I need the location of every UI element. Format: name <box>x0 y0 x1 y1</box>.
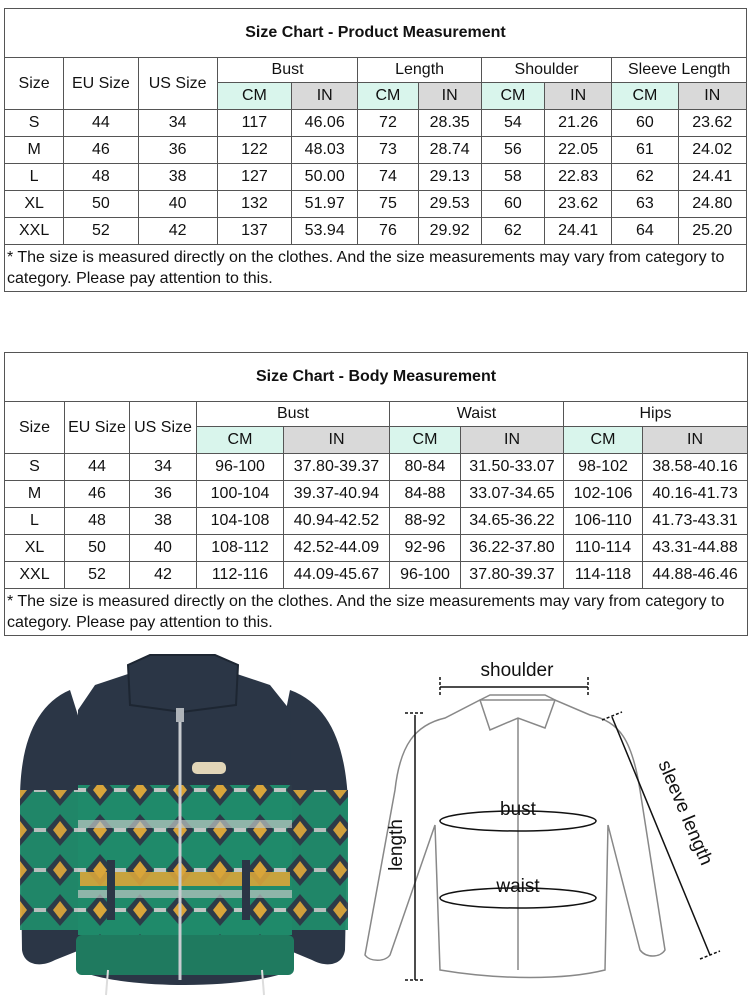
measurement-cell: 50 <box>65 535 130 562</box>
table-row <box>5 562 748 589</box>
measurement-diagram <box>340 650 750 1000</box>
table-row <box>5 535 748 562</box>
measurement-cell: 46.06 <box>292 110 358 137</box>
measurement-cell: 60 <box>481 191 544 218</box>
header-size: Size <box>5 402 65 454</box>
measurement-cell: 122 <box>217 137 291 164</box>
measurement-cell: 52 <box>65 562 130 589</box>
measurement-cell: 110-114 <box>564 535 643 562</box>
size-cell: S <box>5 110 64 137</box>
measurement-cell: 48 <box>65 508 130 535</box>
header-cm: CM <box>481 83 544 110</box>
measurement-cell: 33.07-34.65 <box>461 481 564 508</box>
measurement-cell: 42 <box>138 218 217 245</box>
measurement-cell: 41.73-43.31 <box>643 508 748 535</box>
measurement-cell: 60 <box>612 110 678 137</box>
measurement-cell: 44 <box>65 454 130 481</box>
product-table <box>4 8 747 292</box>
measurement-cell: 44.88-46.46 <box>643 562 748 589</box>
label-sleeve-length: sleeve length <box>653 757 717 869</box>
measurement-cell: 58 <box>481 164 544 191</box>
measurement-cell: 28.74 <box>418 137 481 164</box>
measurement-cell: 29.53 <box>418 191 481 218</box>
header-size: Size <box>5 58 64 110</box>
measurement-cell: 50.00 <box>292 164 358 191</box>
measurement-cell: 50 <box>64 191 138 218</box>
header-in: IN <box>643 427 748 454</box>
table-row <box>5 191 747 218</box>
measurement-cell: 46 <box>64 137 138 164</box>
measurement-cell: 38.58-40.16 <box>643 454 748 481</box>
measurement-cell: 40 <box>138 191 217 218</box>
measurement-cell: 24.41 <box>678 164 746 191</box>
measurement-cell: 48.03 <box>292 137 358 164</box>
table-row <box>5 218 747 245</box>
header-length: Length <box>358 58 481 83</box>
measurement-cell: 38 <box>138 164 217 191</box>
table-row <box>5 164 747 191</box>
measurement-cell: 117 <box>217 110 291 137</box>
measurement-cell: 92-96 <box>390 535 461 562</box>
measurement-cell: 25.20 <box>678 218 746 245</box>
measurement-cell: 54 <box>481 110 544 137</box>
body-table-note: * The size is measured directly on the clothes. And the size measurements may vary from category to category. Please pay attention to this. <box>5 589 748 636</box>
measurement-cell: 63 <box>612 191 678 218</box>
measurement-cell: 61 <box>612 137 678 164</box>
measurement-cell: 76 <box>358 218 418 245</box>
measurement-cell: 64 <box>612 218 678 245</box>
measurement-cell: 52 <box>64 218 138 245</box>
size-cell: M <box>5 137 64 164</box>
size-cell: XL <box>5 191 64 218</box>
header-waist: Waist <box>390 402 564 427</box>
size-cell: S <box>5 454 65 481</box>
measurement-cell: 43.31-44.88 <box>643 535 748 562</box>
measurement-cell: 40 <box>130 535 197 562</box>
measurement-cell: 108-112 <box>197 535 284 562</box>
header-in: IN <box>461 427 564 454</box>
product-table-note: * The size is measured directly on the clothes. And the size measurements may vary from category to category. Please pay attention to this. <box>5 245 747 292</box>
measurement-cell: 24.41 <box>545 218 612 245</box>
size-cell: M <box>5 481 65 508</box>
size-cell: XXL <box>5 218 64 245</box>
measurement-cell: 44 <box>64 110 138 137</box>
measurement-cell: 46 <box>65 481 130 508</box>
measurement-cell: 74 <box>358 164 418 191</box>
measurement-cell: 40.94-42.52 <box>284 508 390 535</box>
measurement-cell: 29.92 <box>418 218 481 245</box>
label-waist: waist <box>496 876 540 897</box>
measurement-cell: 37.80-39.37 <box>284 454 390 481</box>
measurement-cell: 72 <box>358 110 418 137</box>
length-measure <box>405 713 425 980</box>
label-shoulder: shoulder <box>480 660 554 681</box>
measurement-cell: 127 <box>217 164 291 191</box>
table-row <box>5 508 748 535</box>
measurement-cell: 23.62 <box>678 110 746 137</box>
measurement-cell: 100-104 <box>197 481 284 508</box>
body-table-title: Size Chart - Body Measurement <box>5 353 748 402</box>
measurement-cell: 21.26 <box>545 110 612 137</box>
logo-patch <box>192 762 226 774</box>
measurement-cell: 22.83 <box>545 164 612 191</box>
jacket-hem <box>76 935 294 975</box>
size-cell: XL <box>5 535 65 562</box>
label-length: length <box>386 819 407 871</box>
measurement-cell: 51.97 <box>292 191 358 218</box>
size-cell: XXL <box>5 562 65 589</box>
measurement-cell: 42 <box>130 562 197 589</box>
stand-collar <box>128 655 238 712</box>
header-bust: Bust <box>217 58 358 83</box>
measurement-cell: 38 <box>130 508 197 535</box>
measurement-cell: 80-84 <box>390 454 461 481</box>
header-us-size: US Size <box>138 58 217 110</box>
measurement-cell: 39.37-40.94 <box>284 481 390 508</box>
header-in: IN <box>545 83 612 110</box>
measurement-cell: 40.16-41.73 <box>643 481 748 508</box>
measurement-cell: 42.52-44.09 <box>284 535 390 562</box>
table-row <box>5 137 747 164</box>
table-row <box>5 454 748 481</box>
jacket-photo <box>0 650 372 1000</box>
measurement-cell: 37.80-39.37 <box>461 562 564 589</box>
measurement-cell: 62 <box>481 218 544 245</box>
header-in: IN <box>678 83 746 110</box>
measurement-cell: 36.22-37.80 <box>461 535 564 562</box>
measurement-cell: 23.62 <box>545 191 612 218</box>
table-row <box>5 110 747 137</box>
header-in: IN <box>292 83 358 110</box>
header-us-size: US Size <box>130 402 197 454</box>
measurement-cell: 84-88 <box>390 481 461 508</box>
product-size-chart <box>4 8 747 292</box>
header-in: IN <box>418 83 481 110</box>
measurement-cell: 96-100 <box>390 562 461 589</box>
measurement-cell: 98-102 <box>564 454 643 481</box>
measurement-cell: 34.65-36.22 <box>461 508 564 535</box>
header-eu-size: EU Size <box>65 402 130 454</box>
measurement-cell: 96-100 <box>197 454 284 481</box>
product-table-title: Size Chart - Product Measurement <box>5 9 747 58</box>
measurement-cell: 88-92 <box>390 508 461 535</box>
measurement-cell: 28.35 <box>418 110 481 137</box>
measurement-cell: 106-110 <box>564 508 643 535</box>
measurement-cell: 102-106 <box>564 481 643 508</box>
table-row <box>5 481 748 508</box>
measurement-cell: 56 <box>481 137 544 164</box>
size-cell: L <box>5 164 64 191</box>
measurement-cell: 62 <box>612 164 678 191</box>
header-shoulder: Shoulder <box>481 58 611 83</box>
header-cm: CM <box>390 427 461 454</box>
measurement-cell: 53.94 <box>292 218 358 245</box>
header-bust: Bust <box>197 402 390 427</box>
measurement-cell: 75 <box>358 191 418 218</box>
header-cm: CM <box>612 83 678 110</box>
header-in: IN <box>284 427 390 454</box>
measurement-cell: 48 <box>64 164 138 191</box>
header-cm: CM <box>197 427 284 454</box>
body-size-chart <box>4 352 747 636</box>
measurement-cell: 29.13 <box>418 164 481 191</box>
measurement-cell: 44.09-45.67 <box>284 562 390 589</box>
measurement-cell: 104-108 <box>197 508 284 535</box>
measurement-cell: 112-116 <box>197 562 284 589</box>
size-cell: L <box>5 508 65 535</box>
measurement-cell: 22.05 <box>545 137 612 164</box>
header-cm: CM <box>564 427 643 454</box>
measurement-cell: 132 <box>217 191 291 218</box>
body-table <box>4 352 748 636</box>
measurement-cell: 24.80 <box>678 191 746 218</box>
header-hips: Hips <box>564 402 748 427</box>
measurement-cell: 114-118 <box>564 562 643 589</box>
label-bust: bust <box>500 799 536 820</box>
measurement-cell: 31.50-33.07 <box>461 454 564 481</box>
header-sleeve-length: Sleeve Length <box>612 58 747 83</box>
header-eu-size: EU Size <box>64 58 138 110</box>
measurement-cell: 73 <box>358 137 418 164</box>
measurement-cell: 137 <box>217 218 291 245</box>
measurement-cell: 36 <box>130 481 197 508</box>
header-cm: CM <box>358 83 418 110</box>
measurement-cell: 24.02 <box>678 137 746 164</box>
measurement-cell: 36 <box>138 137 217 164</box>
measurement-cell: 34 <box>130 454 197 481</box>
header-cm: CM <box>217 83 291 110</box>
measurement-cell: 34 <box>138 110 217 137</box>
